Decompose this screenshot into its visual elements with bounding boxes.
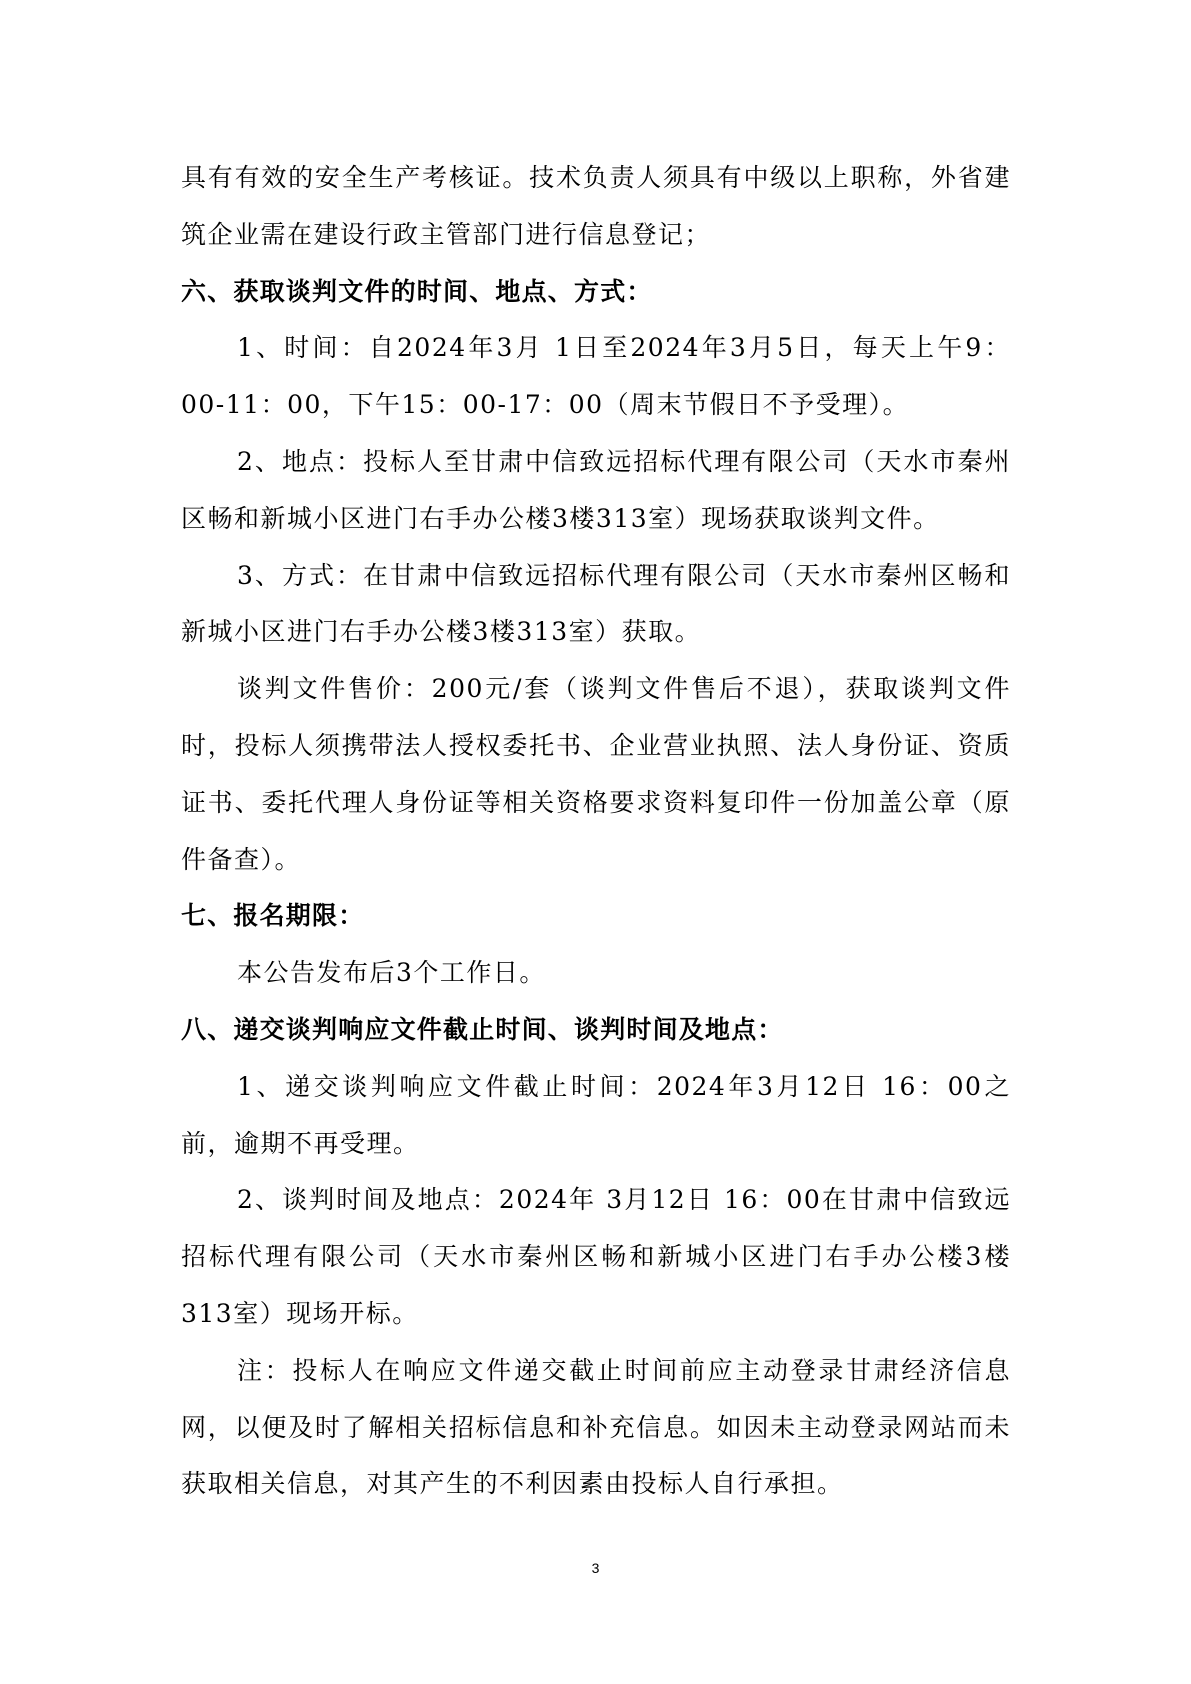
document-body [181,150,1011,1513]
paragraph-location: 2、地点：投标人至甘肃中信致远招标代理有限公司（天水市秦州区畅和新城小区进门右手办公楼3楼313室）现场获取谈判文件。 [181,446,1011,533]
page-number: 3 [591,1560,600,1576]
paragraph-submission-deadline: 1、递交谈判响应文件截止时间：2024年3月12日 16：00之前，逾期不再受理。 [181,1071,1011,1158]
paragraph-time: 1、时间：自2024年3月 1日至2024年3月5日，每天上午9：00-11：00，下午15：00-17：00（周末节假日不予受理）。 [181,333,1011,420]
paragraph-safety-certificate: 具有有效的安全生产考核证。技术负责人须具有中级以上职称，外省建筑企业需在建设行政主管部门进行信息登记； [181,163,1011,249]
section-heading-6: 六、获取谈判文件的时间、地点、方式： [181,276,653,306]
section-heading-8: 八、递交谈判响应文件截止时间、谈判时间及地点： [181,1014,784,1044]
paragraph-note: 注：投标人在响应文件递交截止时间前应主动登录甘肃经济信息网，以便及时了解相关招标信息和补充信息。如因未主动登录网站而未获取相关信息，对其产生的不利因素由投标人自行承担。 [181,1355,1011,1499]
paragraph-price: 谈判文件售价：200元/套（谈判文件售后不退），获取谈判文件时，投标人须携带法人授权委托书、企业营业执照、法人身份证、资质证书、委托代理人身份证等相关资格要求资料复印件一份加盖公章（原件备查）。 [181,674,1011,874]
paragraph-negotiation-time-place: 2、谈判时间及地点：2024年 3月12日 16：00在甘肃中信致远招标代理有限公司（天水市秦州区畅和新城小区进门右手办公楼3楼313室）现场开标。 [181,1185,1011,1328]
paragraph-method: 3、方式：在甘肃中信致远招标代理有限公司（天水市秦州区畅和新城小区进门右手办公楼3楼313室）获取。 [181,560,1011,647]
paragraph-registration-period: 本公告发布后3个工作日。 [237,958,546,988]
section-heading-7: 七、报名期限： [181,901,365,931]
